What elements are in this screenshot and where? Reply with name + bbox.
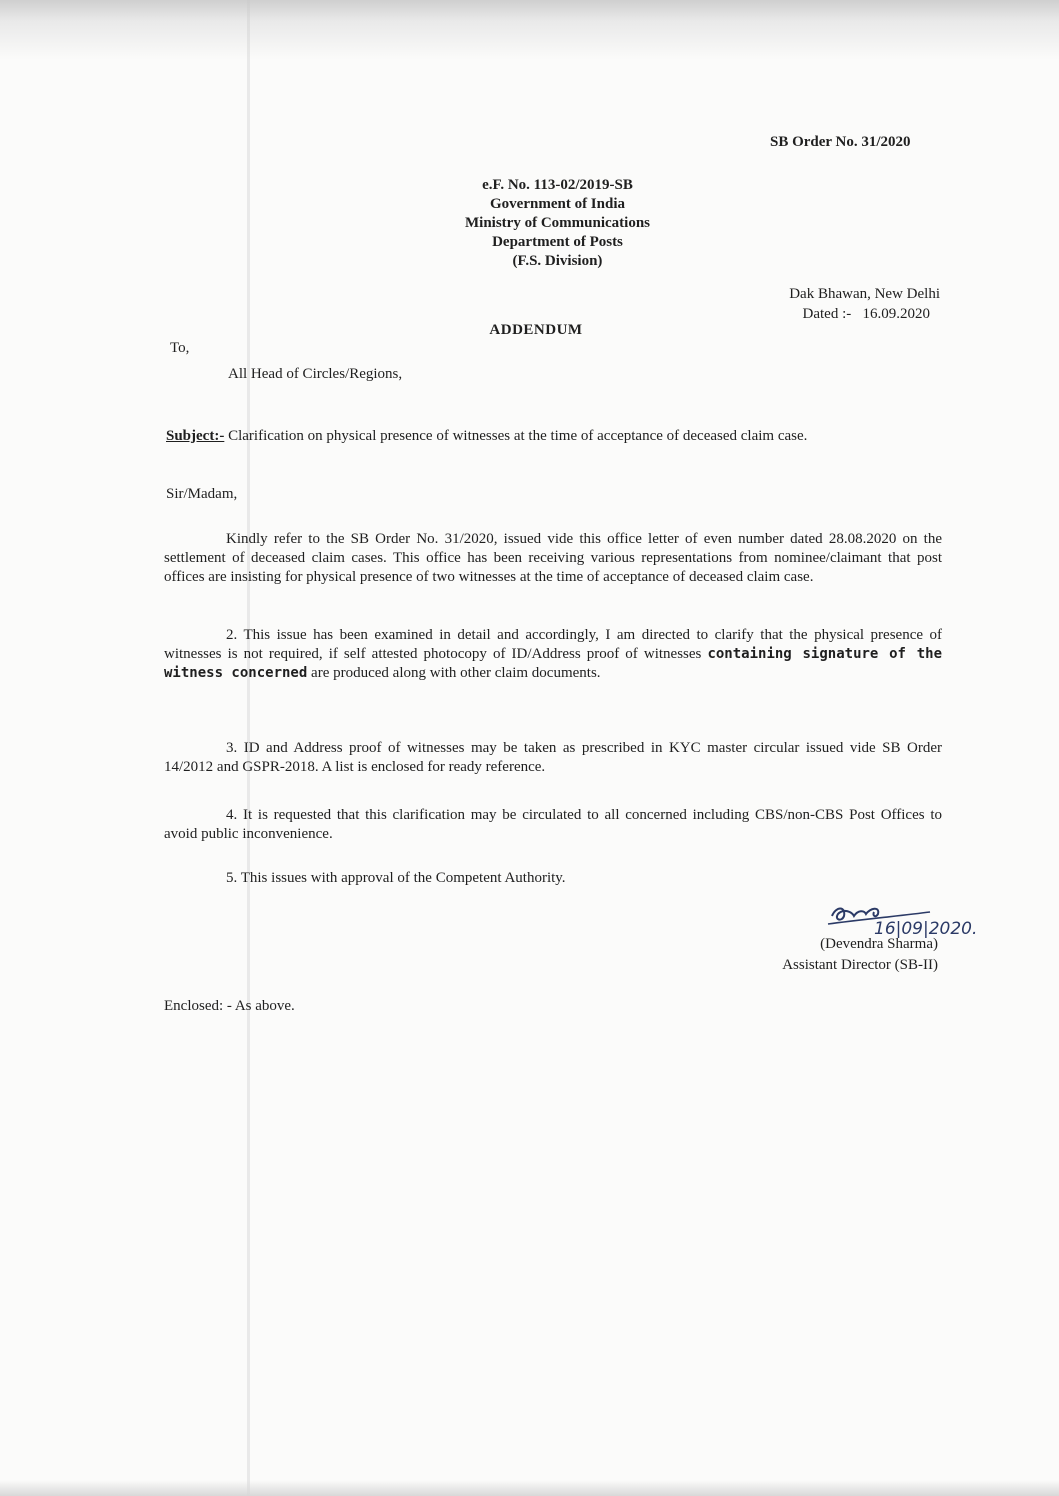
enclosure-note: Enclosed: - As above. [164, 998, 295, 1014]
paragraph-3: 3. ID and Address proof of witnesses may be taken as prescribed in KYC master circular issued vide SB Order 14/2012 and GSPR-2018. A list is enclosed for ready reference. [164, 740, 942, 775]
paragraph-2-end: are produced along with other claim documents. [307, 665, 601, 681]
signatory-designation: Assistant Director (SB-II) [782, 957, 938, 973]
paragraph-4: 4. It is requested that this clarification may be circulated to all concerned including CBS/non-CBS Post Offices to avoid public inconvenience. [164, 807, 942, 842]
letter-heading [430, 176, 685, 271]
ministry-line: Ministry of Communications [465, 215, 650, 231]
date: Dated :- 16.09.2020 [802, 306, 930, 322]
government-line: Government of India [490, 196, 625, 212]
signatory-name: (Devendra Sharma) [820, 936, 938, 952]
signature-scrawl [832, 909, 878, 920]
file-number: e.F. No. 113-02/2019-SB [482, 177, 633, 193]
order-number: SB Order No. 31/2020 [770, 134, 911, 150]
to-label: To, [170, 340, 190, 356]
place-and-date [690, 284, 940, 324]
place: Dak Bhawan, New Delhi [789, 286, 940, 302]
department-line: Department of Posts [492, 234, 623, 250]
document-title: ADDENDUM [489, 322, 583, 338]
signatory-block [700, 934, 938, 976]
subject-line [166, 426, 942, 446]
scan-shadow-bottom [0, 1480, 1059, 1496]
subject-text: Clarification on physical presence of witnesses at the time of acceptance of deceased claim case. [224, 428, 808, 444]
paragraph-2-emphasis: containing signature of the witness concerned [164, 646, 943, 681]
scan-shadow-top [0, 0, 1059, 60]
paragraph-1: Kindly refer to the SB Order No. 31/2020, issued vide this office letter of even number dated 28.08.2020 on the settlement of deceased claim cases. This office has been receiving various representations from nominee/claimant that post offices are insisting for physical presence of two witnesses at the time of acceptance of deceased claim case. [164, 531, 942, 585]
recipient: All Head of Circles/Regions, [228, 366, 403, 382]
division-line: (F.S. Division) [512, 253, 603, 269]
subject-label: Subject:- [166, 428, 225, 444]
paragraph-2 [164, 626, 942, 683]
signature-date: 16|09|2020. [874, 919, 978, 939]
paragraph-2-start: 2. This issue has been examined in detail and accordingly, I am directed to clarify that the physical presence of witnesses is not required, if self attested photocopy of ID/Address proof of witnesses [164, 627, 942, 662]
paragraph-5: 5. This issues with approval of the Competent Authority. [226, 870, 566, 886]
salutation: Sir/Madam, [166, 486, 238, 502]
